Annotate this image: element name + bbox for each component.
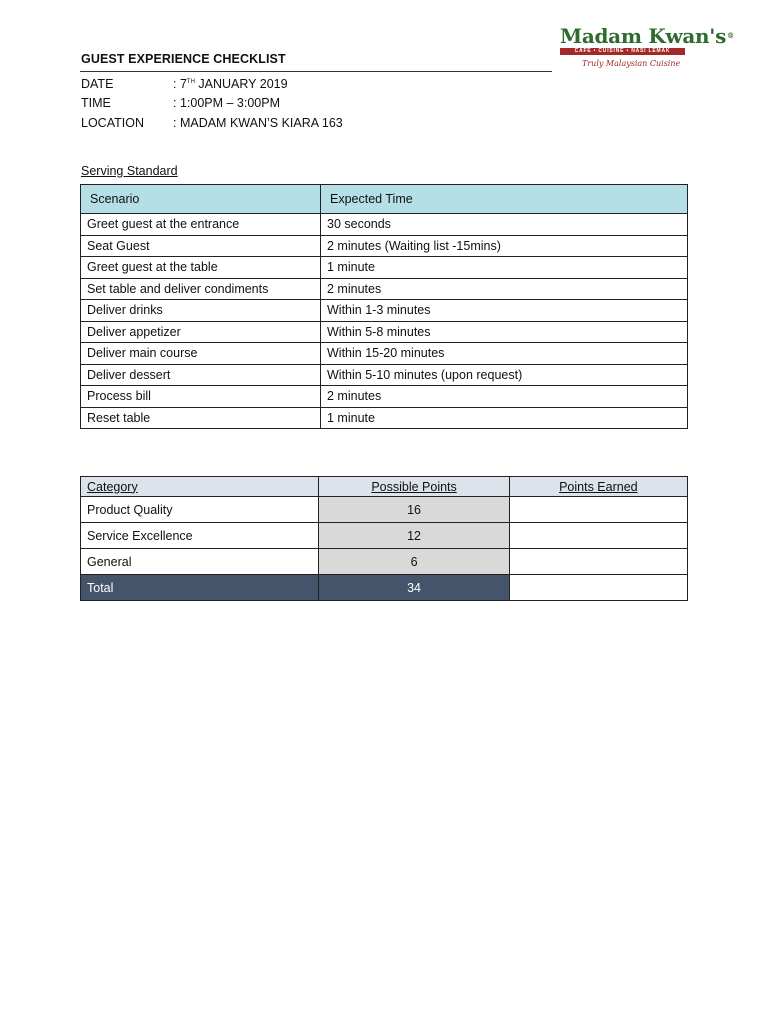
expected-time-cell: Within 5-10 minutes (upon request) [321, 364, 688, 386]
title-underline [80, 71, 552, 72]
location-value: : MADAM KWAN’S KIARA 163 [173, 116, 343, 130]
expected-time-cell: Within 15-20 minutes [321, 343, 688, 365]
column-header-possible-points: Possible Points [319, 477, 509, 497]
points-table [80, 476, 688, 601]
logo-wordmark: Madam Kwan's® [560, 24, 734, 48]
column-header-expected-time: Expected Time [321, 185, 688, 214]
serving-standard-heading: Serving Standard [81, 164, 178, 178]
scenario-cell: Greet guest at the entrance [81, 214, 321, 236]
possible-points-cell: 12 [319, 523, 509, 549]
scenario-cell: Deliver appetizer [81, 321, 321, 343]
document-title: GUEST EXPERIENCE CHECKLIST [81, 52, 286, 66]
expected-time-cell: 1 minute [321, 407, 688, 429]
table-row [81, 497, 688, 523]
points-earned-cell [509, 523, 687, 549]
table-row [81, 523, 688, 549]
column-header-scenario: Scenario [81, 185, 321, 214]
expected-time-cell: Within 5-8 minutes [321, 321, 688, 343]
expected-time-cell: 2 minutes [321, 386, 688, 408]
table-row [81, 549, 688, 575]
scenario-cell: Reset table [81, 407, 321, 429]
expected-time-cell: 1 minute [321, 257, 688, 279]
table-row [81, 364, 688, 386]
table-row [81, 278, 688, 300]
table-row [81, 214, 688, 236]
scenario-cell: Seat Guest [81, 235, 321, 257]
table-row [81, 407, 688, 429]
total-row [81, 575, 688, 601]
date-value: : 7TH JANUARY 2019 [173, 77, 288, 91]
time-value: : 1:00PM – 3:00PM [173, 96, 281, 110]
table-row [81, 300, 688, 322]
table-header-row [81, 477, 688, 497]
scenario-cell: Greet guest at the table [81, 257, 321, 279]
date-label: DATE [81, 77, 114, 91]
column-header-points-earned: Points Earned [509, 477, 687, 497]
possible-points-cell: 6 [319, 549, 509, 575]
scenario-cell: Set table and deliver condiments [81, 278, 321, 300]
scenario-cell: Deliver main course [81, 343, 321, 365]
column-header-category: Category [81, 477, 319, 497]
expected-time-cell: Within 1-3 minutes [321, 300, 688, 322]
scenario-cell: Deliver drinks [81, 300, 321, 322]
total-points-earned-cell [509, 575, 687, 601]
serving-standard-table [80, 184, 688, 429]
points-earned-cell [509, 497, 687, 523]
table-row [81, 257, 688, 279]
scenario-cell: Deliver dessert [81, 364, 321, 386]
location-label: LOCATION [81, 116, 144, 130]
total-possible-points-cell: 34 [319, 575, 509, 601]
category-cell: General [81, 549, 319, 575]
expected-time-cell: 2 minutes [321, 278, 688, 300]
category-cell: Product Quality [81, 497, 319, 523]
table-row [81, 386, 688, 408]
expected-time-cell: 30 seconds [321, 214, 688, 236]
category-cell: Service Excellence [81, 523, 319, 549]
possible-points-cell: 16 [319, 497, 509, 523]
time-label: TIME [81, 96, 111, 110]
table-row [81, 321, 688, 343]
total-label-cell: Total [81, 575, 319, 601]
logo-banner: CAFE • CUISINE • NASI LEMAK [560, 48, 685, 55]
table-header-row [81, 185, 688, 214]
company-logo [560, 24, 734, 68]
points-earned-cell [509, 549, 687, 575]
scenario-cell: Process bill [81, 386, 321, 408]
table-row [81, 343, 688, 365]
expected-time-cell: 2 minutes (Waiting list -15mins) [321, 235, 688, 257]
table-row [81, 235, 688, 257]
logo-tagline: Truly Malaysian Cuisine [582, 59, 681, 68]
